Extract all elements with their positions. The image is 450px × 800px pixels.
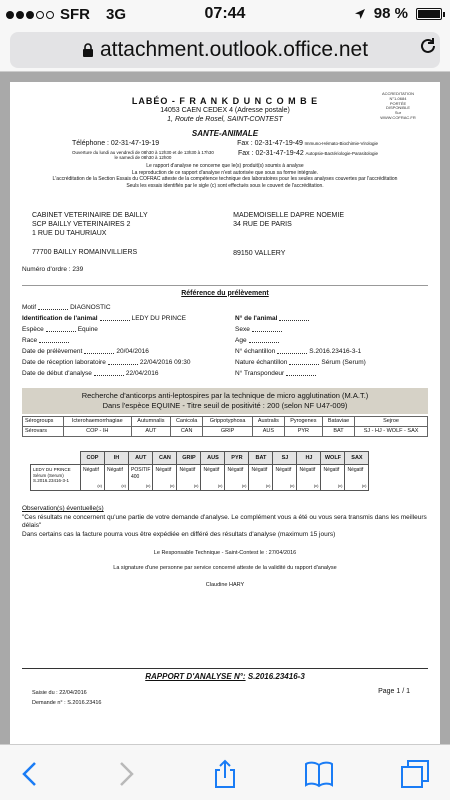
field-label: Espèce	[22, 326, 44, 334]
location-icon	[354, 8, 366, 20]
sample-field	[235, 346, 428, 356]
accreditation-code: (c)	[217, 483, 223, 489]
address-gap	[233, 229, 428, 249]
field-label: Date de prélèvement	[22, 348, 83, 356]
field-label: Sexe	[235, 326, 250, 334]
results-header-cell: WOLF	[321, 451, 345, 465]
serogroup-cell: Grippotyphosa	[203, 416, 253, 426]
leader-dots	[94, 375, 124, 376]
results-table	[30, 451, 369, 492]
lab-address-1: 14053 CAEN CEDEX 4 (Adresse postale)	[160, 107, 290, 115]
result-cell	[321, 465, 345, 491]
result-cell	[201, 465, 225, 491]
result-value: Négatif	[155, 467, 172, 474]
battery-fill	[418, 10, 440, 18]
accreditation-code: (c)	[361, 483, 367, 489]
accreditation-code: (c)	[289, 483, 295, 489]
results-header-cell: PYR	[225, 451, 249, 465]
serogroup-cell: CAN	[171, 426, 203, 436]
analysis-banner	[22, 388, 428, 414]
accred-line: ACCREDITATION	[381, 91, 415, 96]
lock-icon	[82, 43, 94, 57]
sample-field	[235, 368, 428, 378]
browser-address-bar	[0, 28, 450, 72]
legal-note: Seuls les essais identifiés par le sigle (c) sont effectués sous le couvert de l'accréditation.	[126, 182, 324, 189]
report-label: RAPPORT D'ANALYSE N°:	[145, 672, 246, 681]
legal-notes	[22, 163, 428, 189]
sample-field	[235, 313, 428, 323]
lab-address-2: 1, Route de Rosel, SAINT-CONTEST	[167, 116, 283, 123]
results-header-cell: SJ	[273, 451, 297, 465]
sample-field	[22, 357, 215, 367]
accreditation-code: (c)	[313, 483, 319, 489]
status-right	[354, 5, 442, 22]
serogroup-cell: Sérovars	[23, 426, 64, 436]
result-value: Négatif	[203, 467, 220, 474]
leader-dots	[279, 320, 309, 321]
observations-title: Observation(s) éventuelle(s)	[22, 505, 104, 513]
results-header-cell: IH	[105, 451, 129, 465]
animal-line: Sérum (Serum)	[33, 472, 64, 478]
lab-header	[22, 96, 428, 139]
results-header-cell: HJ	[297, 451, 321, 465]
signer-name: Claudine HARY	[205, 582, 245, 589]
serogroup-cell: GRIP	[203, 426, 253, 436]
leader-dots	[38, 309, 68, 310]
order-number: Numéro d'ordre : 239	[22, 266, 84, 274]
address-line: CABINET VETERINAIRE DE BAILLY	[32, 212, 148, 220]
results-header-cell: AUT	[129, 451, 153, 465]
field-label: Race	[22, 337, 38, 345]
serogroup-row	[23, 426, 428, 436]
result-cell	[345, 465, 369, 491]
result-cell	[177, 465, 201, 491]
result-cell	[129, 465, 153, 491]
report-number	[10, 672, 440, 682]
sample-field	[22, 368, 215, 378]
leader-dots	[289, 364, 319, 365]
sample-field	[235, 357, 428, 367]
result-value: Négatif	[227, 467, 244, 474]
address-line: MADEMOISELLE DAPRE NOEMIE	[233, 212, 344, 220]
accreditation-code: (c)	[241, 483, 247, 489]
observation-1: "Ces résultats ne concernent qu'une partie de votre demande d'analyse. Le complément vous a été ou vous sera transmis dans les meilleurs délais"	[22, 513, 427, 530]
legal-note: Le rapport d'analyse ne concerne que le(s) produit(s) soumis à analyse	[146, 163, 304, 170]
sample-reference-title: Référence du prélèvement	[181, 289, 269, 297]
leader-dots	[277, 353, 307, 354]
book-icon[interactable]	[304, 759, 334, 789]
result-value: Négatif	[251, 467, 268, 474]
sample-field	[235, 324, 428, 334]
address-line: SCP BAILLY VETERINAIRES 2	[32, 221, 131, 229]
url-field[interactable]	[10, 32, 440, 68]
chevron-left-icon[interactable]	[16, 759, 46, 789]
field-value: Equine	[77, 326, 98, 334]
battery-icon	[416, 8, 442, 20]
leader-dots	[39, 342, 69, 343]
serogroup-cell: Bataviae	[322, 416, 354, 426]
accreditation-code: (c)	[145, 483, 151, 489]
field-label: N° de l'animal	[235, 315, 278, 323]
accreditation-code: (c)	[169, 483, 175, 489]
field-label: Age	[235, 337, 247, 345]
network-type: 3G	[106, 6, 127, 23]
results-header-cell: BAT	[249, 451, 273, 465]
battery-percent: 98 %	[373, 5, 408, 22]
result-value: Négatif	[83, 467, 99, 474]
serogroup-cell: Pyrogenes	[284, 416, 322, 426]
field-value: 22/04/2016 09:30	[139, 359, 191, 367]
legal-note: L'accréditation de la Section Essais du COFRAC atteste de la compétence technique des laboratoires pour les seules analyses couvertes par l'accréditation	[52, 176, 398, 183]
address-gap	[32, 238, 217, 248]
request-number: Demande n° : S.2016.23416	[32, 700, 102, 707]
result-cell	[273, 465, 297, 491]
serogroup-cell: AUS	[252, 426, 284, 436]
banner-line-1: Recherche d'anticorps anti-leptospires par la technique de micro agglutination (M.A.T.)	[81, 391, 369, 401]
accred-line: PORTÉE	[389, 100, 407, 106]
field-label: Date de réception laboratoire	[22, 359, 106, 367]
field-label: Date de début d'analyse	[22, 370, 92, 378]
fax-2-desc: Autopsie-Bactériologie-Parasitologie	[305, 150, 378, 156]
fax-1-desc: Immuno-Hémato-Biochimie-Virologie	[304, 140, 378, 146]
accred-line: DISPONIBLE	[385, 105, 410, 111]
technical-manager: Le Responsable Technique - Saint-Contest le : 27/04/2016	[153, 550, 297, 557]
address-line: 34 RUE DE PARIS	[233, 221, 292, 229]
leader-dots	[286, 375, 316, 376]
observation-2: Dans certains cas la facture pourra vous être expédiée en différé des résultats d'analyse (maximum 15 jours)	[22, 530, 336, 538]
phone-row	[72, 140, 378, 149]
signature-note: La signature d'une personne par service concerné atteste de la validité du rapport d'analyse	[113, 565, 337, 572]
accreditation-code: (c)	[193, 483, 199, 489]
accreditation-code: (c)	[265, 483, 271, 489]
sample-fields	[22, 302, 428, 378]
result-cell	[225, 465, 249, 491]
results-header-cell: AUS	[201, 451, 225, 465]
accreditation-code: (c)	[337, 483, 343, 489]
serogroup-table	[22, 416, 428, 437]
field-label: Motif	[22, 304, 37, 312]
hours-row	[72, 150, 378, 162]
lab-name: LABÉO - F R A N K D U N C O M B E	[131, 96, 319, 106]
sample-field	[22, 313, 215, 323]
results-corner	[31, 451, 81, 465]
result-value: Négatif	[323, 467, 340, 474]
serogroup-cell: Sejroe	[355, 416, 428, 426]
results-header-cell: COP	[81, 451, 105, 465]
accred-line: WWW.COFRAC.FR	[380, 114, 416, 120]
address-line: 77700 BAILLY ROMAINVILLIERS	[32, 249, 138, 257]
accred-line: Sur	[394, 110, 402, 116]
legal-note: La reproduction de ce rapport d'analyse n'est autorisée que sous sa forme intégrale.	[131, 169, 319, 176]
entry-date: Saisie du : 22/04/2016	[32, 690, 87, 696]
report-page	[10, 82, 440, 744]
animal-line: S.2016.23416-3-1	[33, 478, 70, 484]
fax-2: Fax : 02-31-47-19-42	[238, 149, 304, 157]
serogroup-cell: Australis	[252, 416, 284, 426]
results-header-row	[31, 451, 369, 465]
sample-field	[22, 302, 215, 312]
result-value: Négatif	[275, 467, 292, 474]
field-value: S.2016.23416-3-1	[309, 348, 362, 356]
serogroup-row	[23, 416, 428, 426]
results-header-cell: GRIP	[177, 451, 201, 465]
observations	[22, 505, 428, 539]
field-label: N° Transpondeur	[235, 370, 285, 378]
accred-line: N°1-0684	[389, 95, 407, 101]
sample-field	[22, 335, 215, 345]
phone-number: Téléphone : 02-31-47-19-19	[72, 139, 160, 147]
field-value: 20/04/2016	[116, 348, 149, 356]
serogroup-cell: Icterohaemorrhagiae	[63, 416, 131, 426]
fax-1: Fax : 02-31-47-19-49	[237, 139, 303, 147]
result-value: Négatif	[299, 467, 316, 474]
leader-dots	[249, 342, 279, 343]
field-value: LEDY DU PRINCE	[131, 315, 187, 323]
addresses	[22, 211, 428, 258]
recipient-address	[233, 211, 428, 258]
document-viewer[interactable]	[0, 72, 450, 744]
tabs-icon[interactable]	[400, 759, 430, 789]
result-cell	[81, 465, 105, 491]
leader-dots	[108, 364, 138, 365]
result-value: Négatif	[179, 467, 196, 474]
result-cell	[153, 465, 177, 491]
result-cell	[249, 465, 273, 491]
browser-toolbar	[0, 744, 450, 800]
serogroup-cell: AUT	[131, 426, 170, 436]
field-value: DIAGNOSTIC	[70, 304, 111, 312]
share-icon[interactable]	[210, 759, 240, 789]
status-bar	[0, 0, 450, 28]
serogroup-cell: Sérogroups	[23, 416, 64, 426]
field-label: Identification de l'animal	[22, 315, 98, 323]
url-text: attachment.outlook.office.net	[99, 38, 369, 61]
page-number: Page 1 / 1	[378, 688, 410, 695]
address-line: 1 RUE DU TAHURIAUX	[32, 230, 107, 238]
serogroup-cell: Autumnalis	[131, 416, 170, 426]
result-cell	[297, 465, 321, 491]
cofrac-accreditation	[370, 92, 426, 121]
accreditation-code: (c)	[121, 483, 126, 489]
table-row	[31, 465, 369, 491]
hours-1: Ouverture du lundi au vendredi de 08h30 à 12h30 et de 13h30 à 17h30	[72, 149, 214, 155]
sample-field	[22, 324, 215, 334]
result-cell	[105, 465, 129, 491]
field-label: N° échantillon	[235, 348, 276, 356]
results-header-cell: SAX	[345, 451, 369, 465]
field-value: Sérum (Serum)	[321, 359, 366, 367]
leader-dots	[100, 320, 130, 321]
field-value: 22/04/2016	[125, 370, 159, 378]
animal-line: LEDY DU PRINCE	[33, 467, 71, 473]
lab-section: SANTE-ANIMALE	[191, 128, 259, 138]
serogroup-cell: PYR	[284, 426, 322, 436]
serogroup-cell: COP - IH	[63, 426, 131, 436]
accreditation-code: (c)	[97, 483, 102, 489]
footer-divider	[22, 668, 428, 669]
serogroup-cell: SJ - HJ - WOLF - SAX	[355, 426, 428, 436]
sample-field	[235, 302, 428, 312]
carrier: SFR	[60, 6, 90, 23]
address-line: 89150 VALLERY	[233, 250, 286, 258]
sample-field	[235, 335, 428, 345]
sender-address	[22, 211, 217, 258]
results-header-cell: CAN	[153, 451, 177, 465]
animal-cell	[31, 465, 81, 491]
divider	[22, 285, 428, 286]
chevron-right-icon[interactable]	[110, 759, 140, 789]
footer-meta	[32, 688, 101, 709]
result-value: Négatif	[347, 467, 364, 474]
hours-2: le samedi de 08h30 à 12h00	[114, 155, 172, 161]
leader-dots	[46, 331, 76, 332]
reload-icon[interactable]	[418, 36, 438, 56]
report-number-value: S.2016.23416-3	[247, 672, 305, 681]
serogroup-cell: Canicola	[171, 416, 203, 426]
clock: 07:44	[204, 5, 246, 22]
serogroup-cell: BAT	[322, 426, 354, 436]
sample-field	[22, 346, 215, 356]
banner-line-2: Dans l'espèce EQUINE - Titre seuil de positivité : 200 (selon NF U47-009)	[102, 401, 348, 411]
result-value: Négatif	[107, 467, 123, 474]
field-label: Nature échantillon	[235, 359, 288, 367]
leader-dots	[84, 353, 114, 354]
leader-dots	[252, 331, 282, 332]
result-value: POSITIF 400	[131, 467, 151, 480]
